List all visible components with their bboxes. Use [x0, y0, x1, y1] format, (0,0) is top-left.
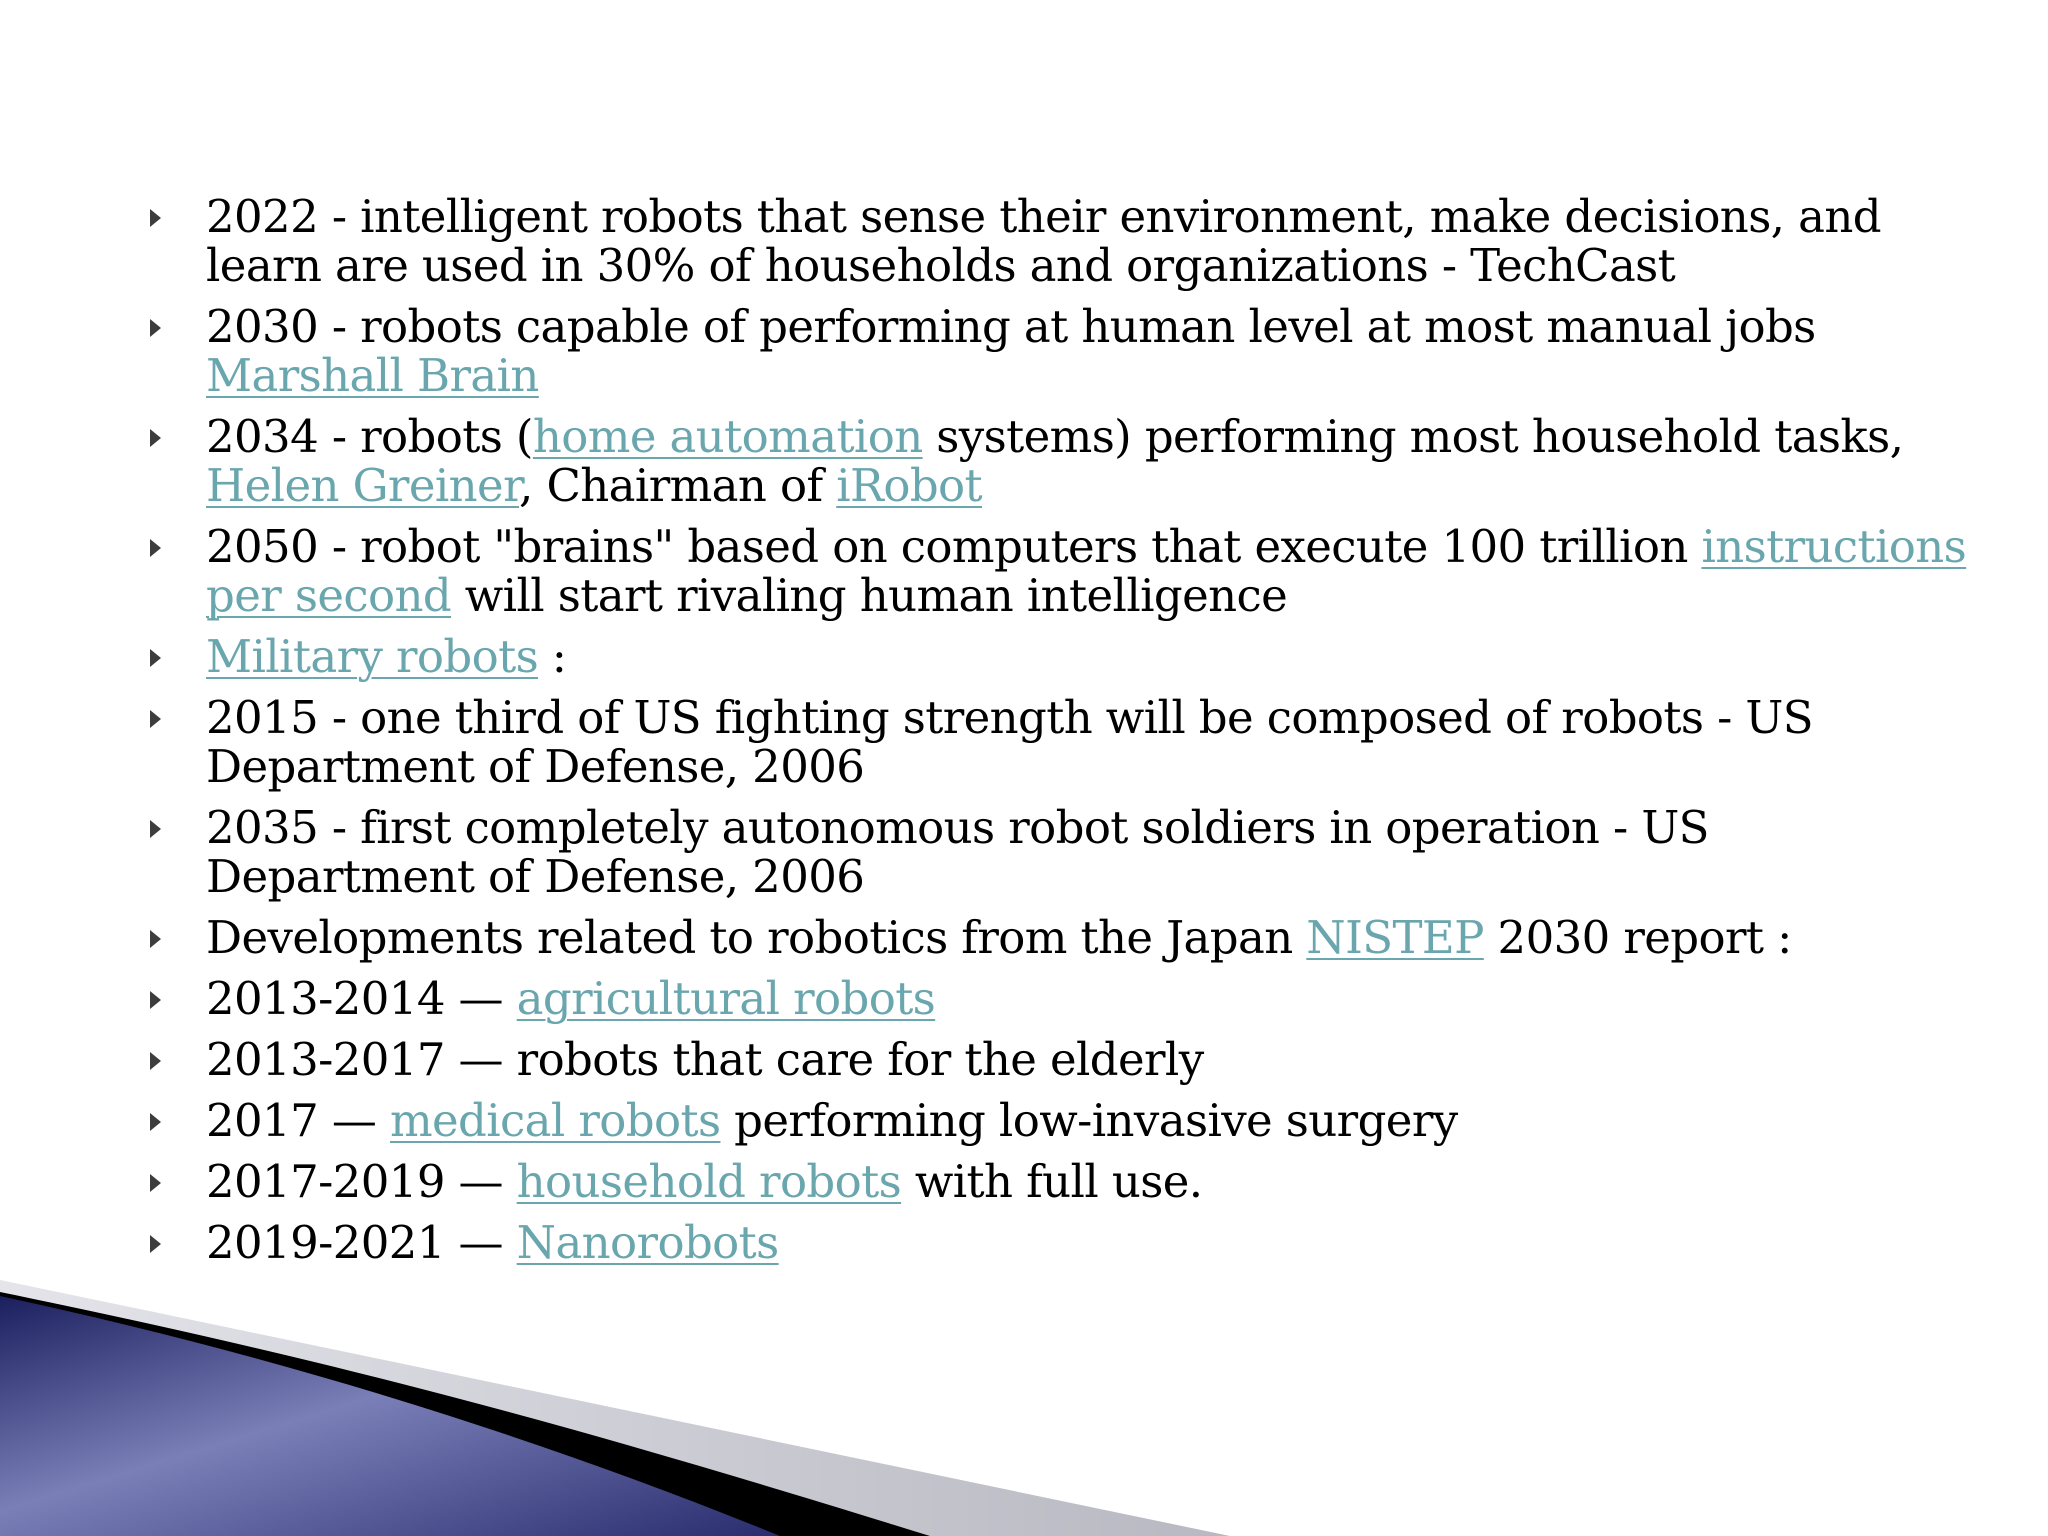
bullet-text: , Chairman of	[519, 459, 837, 512]
triangle-right-icon	[150, 209, 161, 227]
triangle-right-icon	[150, 649, 161, 667]
triangle-right-icon	[150, 710, 161, 728]
bullet-text: 2022 - intelligent robots that sense their environment, make decisions, and learn are used in 30% of households and organizations - TechCast	[206, 190, 1881, 292]
bullet-text: with full use.	[901, 1155, 1203, 1208]
bullet-item-4	[148, 522, 1988, 620]
triangle-right-icon	[150, 1052, 161, 1070]
bullet-link[interactable]: NISTEP	[1306, 911, 1484, 964]
corner-swoosh-decoration	[0, 1260, 2048, 1536]
bullet-text: 2015 - one third of US fighting strength will be composed of robots - US Department of Defense, 2006	[206, 691, 1813, 793]
bullet-text: 2019-2021 —	[206, 1216, 517, 1269]
bullet-text: 2017 —	[206, 1094, 390, 1147]
swoosh-navy-wedge	[0, 1296, 780, 1536]
triangle-right-icon	[150, 930, 161, 948]
bullet-link[interactable]: instructions per second	[206, 520, 1967, 622]
bullet-item-2	[148, 302, 1988, 400]
bullet-item-9	[148, 974, 1988, 1023]
bullet-link[interactable]: Nanorobots	[516, 1216, 779, 1269]
bullet-link[interactable]: household robots	[516, 1155, 902, 1208]
triangle-right-icon	[150, 539, 161, 557]
bullet-text: 2034 - robots (	[206, 410, 533, 463]
bullet-text: :	[538, 630, 567, 683]
bullet-text: 2013-2017 — robots that care for the elderly	[206, 1033, 1204, 1086]
triangle-right-icon	[150, 319, 161, 337]
bullet-link[interactable]: Marshall Brain	[206, 349, 539, 402]
bullet-text: 2030 - robots capable of performing at human level at most manual jobs	[206, 300, 1816, 353]
triangle-right-icon	[150, 1235, 161, 1253]
triangle-right-icon	[150, 820, 161, 838]
bullet-text: performing low-invasive surgery	[720, 1094, 1458, 1147]
bullet-item-5	[148, 632, 1988, 681]
bullet-text: 2030 report :	[1483, 911, 1792, 964]
bullet-item-11	[148, 1096, 1988, 1145]
bullet-text: 2013-2014 —	[206, 972, 517, 1025]
bullet-item-8	[148, 913, 1988, 962]
bullet-link[interactable]: home automation	[532, 410, 923, 463]
bullet-list	[148, 192, 1988, 1267]
bullet-text: systems) performing most household tasks,	[922, 410, 1904, 463]
bullet-text: 2035 - first completely autonomous robot soldiers in operation - US Department of Defense, 2006	[206, 801, 1709, 903]
bullet-item-10	[148, 1035, 1988, 1084]
slide-content	[148, 192, 1988, 1279]
bullet-item-7	[148, 803, 1988, 901]
bullet-link[interactable]: agricultural robots	[516, 972, 936, 1025]
bullet-text: Developments related to robotics from the Japan	[206, 911, 1307, 964]
triangle-right-icon	[150, 1113, 161, 1131]
bullet-item-1	[148, 192, 1988, 290]
bullet-link[interactable]: Military robots	[206, 630, 539, 683]
bullet-text: 2017-2019 —	[206, 1155, 517, 1208]
bullet-link[interactable]: Helen Greiner	[206, 459, 520, 512]
triangle-right-icon	[150, 429, 161, 447]
bullet-text: 2050 - robot "brains" based on computers that execute 100 trillion	[206, 520, 1702, 573]
triangle-right-icon	[150, 991, 161, 1009]
bullet-item-6	[148, 693, 1988, 791]
bullet-link[interactable]: medical robots	[389, 1094, 721, 1147]
bullet-item-3	[148, 412, 1988, 510]
bullet-text: will start rivaling human intelligence	[451, 569, 1288, 622]
triangle-right-icon	[150, 1174, 161, 1192]
bullet-link[interactable]: iRobot	[836, 459, 982, 512]
bullet-item-12	[148, 1157, 1988, 1206]
